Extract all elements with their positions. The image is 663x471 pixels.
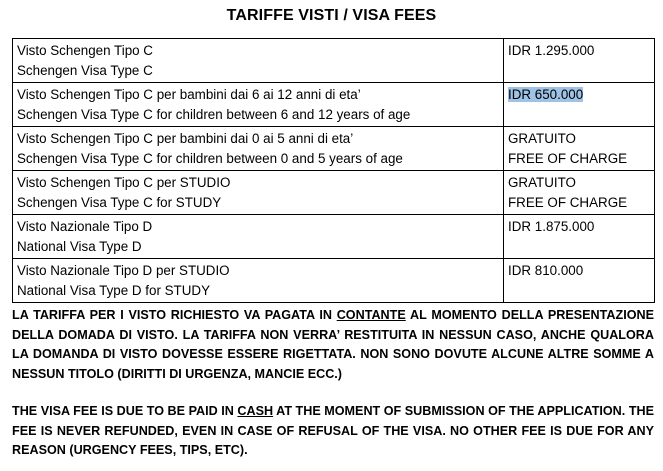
fee-value-secondary: FREE OF CHARGE	[508, 194, 628, 210]
visa-type-cell	[13, 39, 504, 83]
payment-notice-italian	[12, 306, 654, 384]
fee-value-highlighted: IDR 650.000	[508, 87, 584, 102]
notice-italian-text-end: AL MOMENTO DELLA PRESENTAZIONE DELLA DOMADA DI VISTO. LA TARIFFA NON VERRA’ RESTITUITA IN NESSUN CASO, ANCHE QUALORA LA DOMANDA DI VISTO DOVESSE ESSERE RIGETTATA. NON SONO DOVUTE ALCUNE ALTRE SOMME A NESSUN TITOLO (DIRITTI DI URGENZA, MANCIE ECC.)	[12, 308, 654, 381]
fee-value: GRATUITO	[508, 131, 576, 146]
fee-cell	[504, 171, 655, 215]
table-row	[13, 171, 655, 215]
fee-cell	[504, 259, 655, 303]
table-row	[13, 127, 655, 171]
table-row	[13, 83, 655, 127]
visa-type-english: National Visa Type D for STUDY	[17, 282, 211, 298]
page-title: TARIFFE VISTI / VISA FEES	[226, 7, 437, 24]
visa-type-english: Schengen Visa Type C for children between 0 and 5 years of age	[17, 150, 403, 166]
fee-value-secondary: FREE OF CHARGE	[508, 150, 628, 166]
visa-type-italian: Visto Schengen Tipo C per STUDIO	[17, 175, 231, 190]
table-row	[13, 215, 655, 259]
table-row	[13, 259, 655, 303]
fee-cell	[504, 215, 655, 259]
notice-italian-text-start: LA TARIFFA PER I VISTO RICHIESTO VA PAGATA IN	[12, 308, 337, 322]
visa-type-italian: Visto Nazionale Tipo D per STUDIO	[17, 263, 230, 278]
fee-value: GRATUITO	[508, 175, 576, 190]
fee-cell	[504, 39, 655, 83]
payment-notice-english	[12, 402, 654, 461]
visa-type-italian: Visto Schengen Tipo C	[17, 43, 153, 58]
fee-cell	[504, 83, 655, 127]
notice-english-text-end: AT THE MOMENT OF SUBMISSION OF THE APPLICATION. THE FEE IS NEVER REFUNDED, EVEN IN CASE OF REFUSAL OF THE VISA. NO OTHER FEE IS DUE FOR ANY REASON (URGENCY FEES, TIPS, ETC).	[12, 404, 655, 457]
visa-type-italian: Visto Schengen Tipo C per bambini dai 0 ai 5 anni di eta’	[17, 131, 354, 146]
visa-type-english: National Visa Type D	[17, 238, 142, 254]
visa-type-cell	[13, 83, 504, 127]
fee-value: IDR 1.295.000	[508, 43, 595, 58]
fee-cell	[504, 127, 655, 171]
visa-type-cell	[13, 215, 504, 259]
visa-type-italian: Visto Schengen Tipo C per bambini dai 6 ai 12 anni di eta’	[17, 87, 361, 102]
visa-type-english: Schengen Visa Type C for STUDY	[17, 194, 222, 210]
visa-type-english: Schengen Visa Type C	[17, 62, 153, 78]
fee-value-line	[508, 85, 650, 105]
visa-fee-table	[12, 38, 655, 303]
notice-english-emphasis: CASH	[237, 404, 274, 418]
visa-type-italian: Visto Nazionale Tipo D	[17, 219, 153, 234]
visa-type-cell	[13, 127, 504, 171]
visa-type-cell	[13, 259, 504, 303]
visa-type-cell	[13, 171, 504, 215]
notice-english-text-start: THE VISA FEE IS DUE TO BE PAID IN	[12, 404, 238, 418]
fee-value: IDR 1.875.000	[508, 219, 595, 234]
table-row	[13, 39, 655, 83]
fee-value: IDR 810.000	[508, 263, 584, 278]
visa-type-english: Schengen Visa Type C for children between 6 and 12 years of age	[17, 106, 411, 122]
notice-italian-emphasis: CONTANTE	[336, 308, 406, 322]
